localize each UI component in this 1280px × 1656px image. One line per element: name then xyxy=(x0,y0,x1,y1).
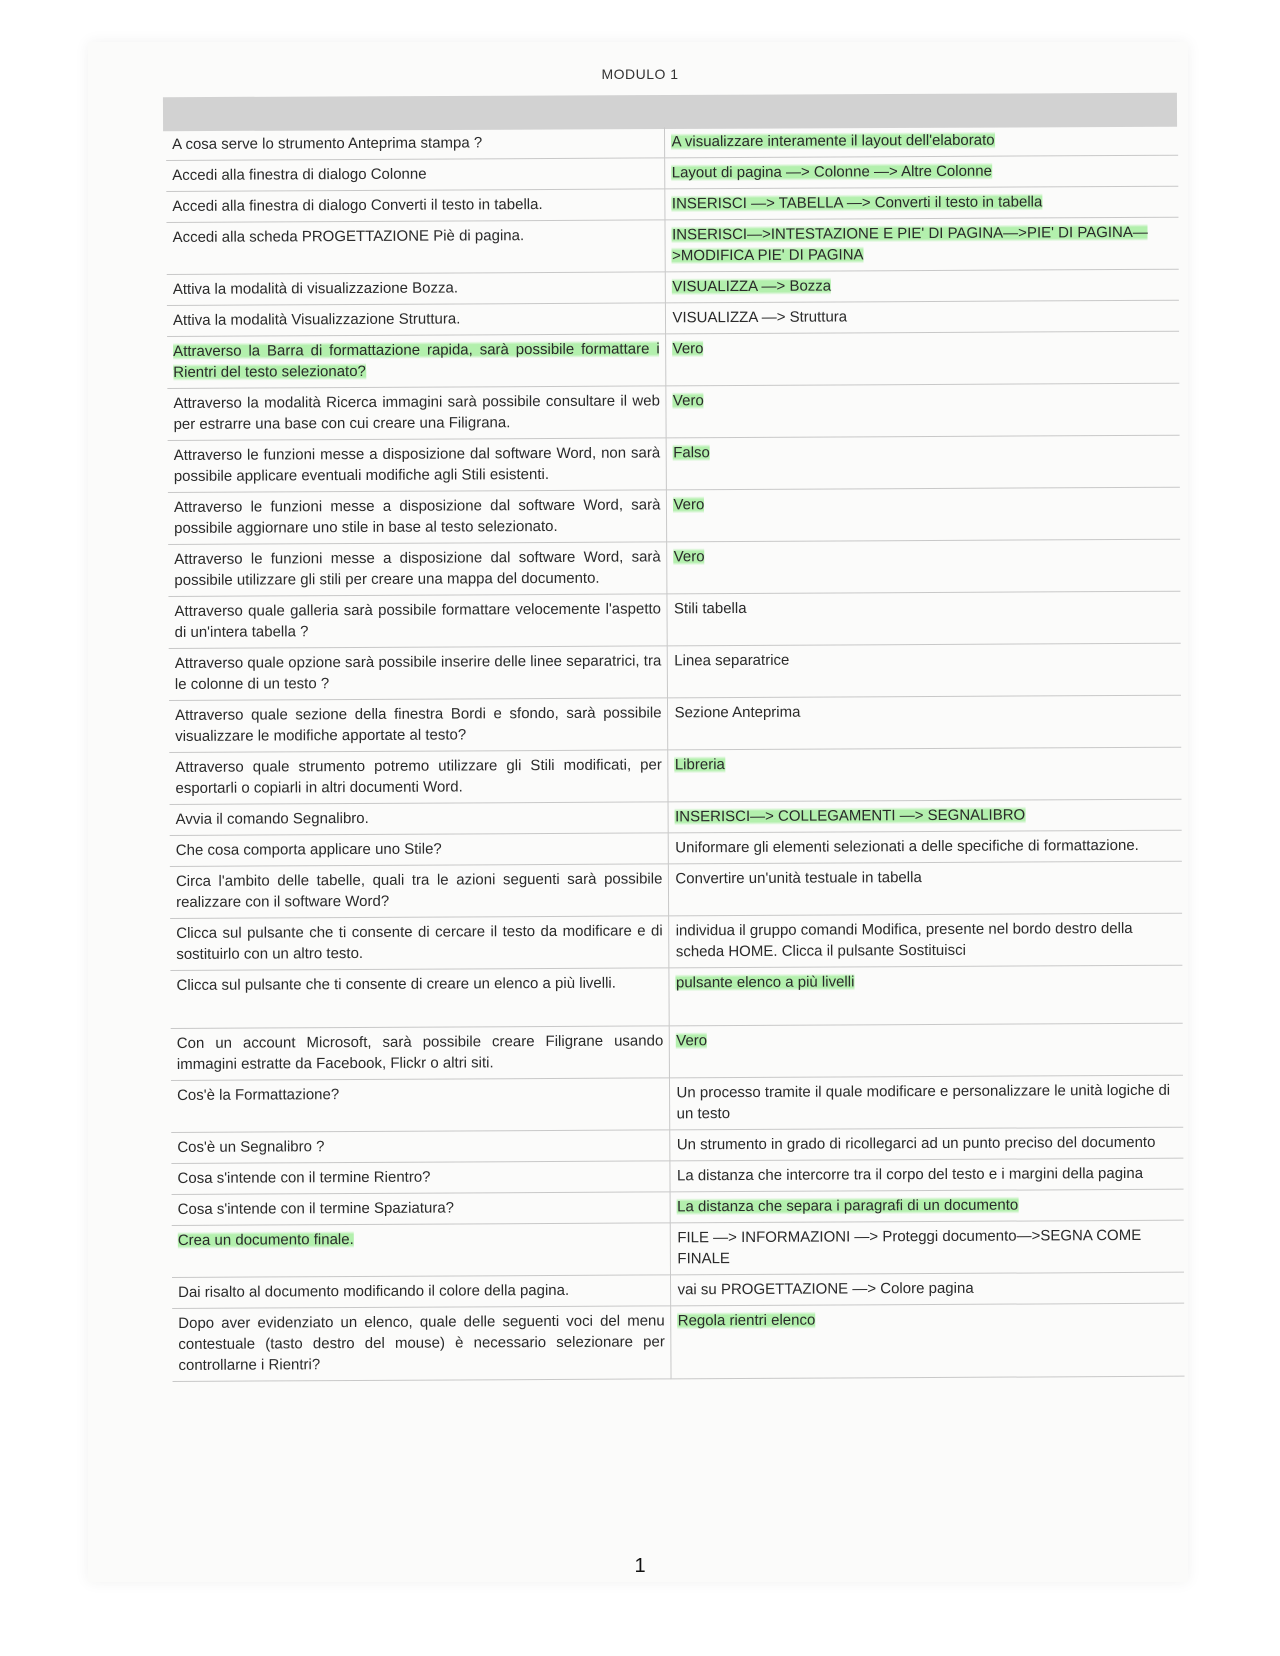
table-row xyxy=(170,913,1182,970)
table-row xyxy=(171,1075,1183,1132)
question-text: Attraverso quale strumento potremo utilizzare gli Stili modificati, per esportarli o copiarli in altri documenti Word. xyxy=(175,756,662,797)
question-text: Attraverso le funzioni messe a disposizione dal software Word, sarà possibile utilizzare gli stili per creare una mappa del documento. xyxy=(174,548,661,589)
answer-text: A visualizzare interamente il layout dell'elaborato xyxy=(671,131,995,151)
table-row xyxy=(167,383,1179,440)
qa-table xyxy=(166,125,1185,1382)
question-text: Cos'è un Segnalibro ? xyxy=(177,1138,325,1156)
table-row xyxy=(172,1220,1184,1277)
question-cell xyxy=(166,189,665,223)
answer-cell xyxy=(666,331,1179,386)
answer-cell xyxy=(668,643,1181,698)
answer-text: Un strumento in grado di ricollegarci ad un punto preciso del documento xyxy=(676,1133,1156,1154)
answer-cell xyxy=(666,300,1179,334)
answer-cell xyxy=(667,487,1180,542)
answer-cell xyxy=(669,799,1182,833)
question-text: Accedi alla finestra di dialogo Converti il testo in tabella. xyxy=(172,196,543,215)
question-cell xyxy=(169,698,668,753)
question-cell xyxy=(166,220,665,275)
question-text: Dai risalto al documento modificando il colore della pagina. xyxy=(178,1281,570,1301)
question-cell xyxy=(167,386,666,441)
answer-cell xyxy=(669,913,1182,968)
question-text: Accedi alla scheda PROGETTAZIONE Piè di pagina. xyxy=(172,227,525,246)
table-row xyxy=(171,1023,1183,1080)
question-cell xyxy=(167,334,666,389)
question-text: Cosa s'intende con il termine Spaziatura? xyxy=(177,1199,455,1218)
question-cell xyxy=(168,542,667,597)
question-cell xyxy=(172,1275,671,1309)
question-cell xyxy=(167,272,666,306)
page-number: 1 xyxy=(634,1555,646,1577)
answer-text: vai su PROGETTAZIONE —> Colore pagina xyxy=(677,1279,974,1299)
answer-cell xyxy=(665,155,1178,189)
answer-text: Un processo tramite il quale modificare e personalizzare le unità logiche di un testo xyxy=(676,1081,1171,1123)
question-text: Attraverso le funzioni messe a disposizione dal software Word, sarà possibile aggiornare uno stile in base al testo selezionato. xyxy=(173,496,661,537)
answer-text: Falso xyxy=(673,444,710,462)
answer-text: La distanza che separa i paragrafi di un documento xyxy=(677,1196,1019,1216)
answer-text: Vero xyxy=(673,496,705,514)
question-text: Attraverso le funzioni messe a disposizione dal software Word, non sarà possibile applicare eventuali modifiche agli Stili esistenti. xyxy=(173,444,661,485)
question-text: Cos'è la Formattazione? xyxy=(177,1086,340,1104)
answer-text: Vero xyxy=(676,1032,708,1050)
page-header: MODULO 1 xyxy=(601,66,679,82)
question-text: Attraverso quale opzione sarà possibile inserire delle linee separatrici, tra le colonne di un testo ? xyxy=(174,652,662,693)
answer-text: Libreria xyxy=(674,756,725,774)
answer-text: Sezione Anteprima xyxy=(674,703,801,722)
answer-text: VISUALIZZA —> Bozza xyxy=(672,277,832,296)
answer-text: Stili tabella xyxy=(673,599,747,618)
question-text: Avvia il comando Segnalibro. xyxy=(175,809,369,828)
question-cell xyxy=(166,127,665,160)
answer-cell xyxy=(666,383,1179,438)
answer-text: Convertire un'unità testuale in tabella xyxy=(675,869,922,888)
question-cell xyxy=(170,833,669,867)
answer-cell xyxy=(665,186,1178,220)
question-text: Dopo aver evidenziato un elenco, quale delle seguenti voci del menu contestuale (tasto destro del mouse) è necessario selezionare per controllarne i Rientri? xyxy=(178,1312,665,1374)
answer-cell xyxy=(668,747,1181,802)
question-cell xyxy=(169,750,668,805)
table-row xyxy=(167,331,1179,388)
question-text: Attiva la modalità di visualizzazione Bozza. xyxy=(172,279,459,298)
answer-cell xyxy=(668,695,1181,750)
question-cell xyxy=(172,1223,671,1278)
answer-cell xyxy=(670,1158,1183,1192)
answer-text: VISUALIZZA —> Struttura xyxy=(672,308,848,327)
answer-cell xyxy=(665,217,1178,272)
answer-cell xyxy=(669,830,1182,864)
question-text: Circa l'ambito delle tabelle, quali tra le azioni seguenti sarà possibile realizzare con il software Word? xyxy=(175,870,663,911)
answer-cell xyxy=(669,965,1182,1026)
table-row xyxy=(172,1303,1184,1381)
question-cell xyxy=(170,864,669,919)
question-text: Attraverso la modalità Ricerca immagini sarà possibile consultare il web per estrarre una base con cui creare una Filigrana. xyxy=(173,392,660,433)
answer-text: Uniformare gli elementi selezionati a delle specifiche di formattazione. xyxy=(675,836,1139,857)
question-cell xyxy=(168,438,667,493)
answer-cell xyxy=(670,1023,1183,1078)
table-row xyxy=(169,747,1181,804)
question-cell xyxy=(167,303,666,337)
answer-text: Layout di pagina —> Colonne —> Altre Colonne xyxy=(671,162,992,182)
question-text: Accedi alla finestra di dialogo Colonne xyxy=(172,165,427,184)
answer-text: FILE —> INFORMAZIONI —> Proteggi documento—>SEGNA COME FINALE xyxy=(677,1226,1142,1268)
answer-cell xyxy=(670,1075,1183,1130)
question-text: Attraverso quale galleria sarà possibile formattare velocemente l'aspetto di un'intera tabella ? xyxy=(174,600,662,641)
answer-cell xyxy=(667,539,1180,594)
table-row xyxy=(170,965,1182,1028)
question-cell xyxy=(171,1130,670,1164)
answer-text: INSERISCI—> COLLEGAMENTI —> SEGNALIBRO xyxy=(675,806,1026,826)
table-row xyxy=(168,539,1180,596)
answer-cell xyxy=(670,1127,1183,1161)
question-text: Crea un documento finale. xyxy=(177,1231,354,1249)
question-cell xyxy=(171,1161,670,1195)
question-cell xyxy=(170,916,669,971)
answer-cell xyxy=(671,1189,1184,1223)
answer-text: individua il gruppo comandi Modifica, presente nel bordo destro della scheda HOME. Clicca il pulsante Sostituisci xyxy=(675,919,1133,961)
question-text: Che cosa comporta applicare uno Stile? xyxy=(175,840,442,859)
question-cell xyxy=(170,968,669,1029)
question-cell xyxy=(171,1026,670,1081)
question-text: Con un account Microsoft, sarà possibile creare Filigrane usando immagini estratte da Facebook, Flickr o altri siti. xyxy=(176,1032,664,1073)
answer-cell xyxy=(669,861,1182,916)
question-cell xyxy=(170,802,669,836)
answer-cell xyxy=(667,591,1180,646)
answer-text: La distanza che intercorre tra il corpo del testo e i margini della pagina xyxy=(676,1164,1144,1185)
answer-text: Vero xyxy=(672,392,704,410)
question-cell xyxy=(171,1078,670,1133)
question-cell xyxy=(172,1306,671,1382)
question-text: Clicca sul pulsante che ti consente di creare un elenco a più livelli. xyxy=(176,974,616,994)
table-row xyxy=(168,487,1180,544)
answer-text: INSERISCI—>INTESTAZIONE E PIE' DI PAGINA—>PIE' DI PAGINA—>MODIFICA PIE' DI PAGINA xyxy=(671,223,1148,265)
answer-text: Vero xyxy=(673,548,705,566)
answer-text: Regola rientri elenco xyxy=(677,1311,816,1330)
answer-cell xyxy=(671,1220,1184,1275)
answer-text: Linea separatrice xyxy=(674,651,790,670)
question-cell xyxy=(168,490,667,545)
table-row xyxy=(168,435,1180,492)
answer-cell xyxy=(671,1303,1184,1379)
answer-cell xyxy=(667,435,1180,490)
answer-cell xyxy=(671,1272,1184,1306)
question-cell xyxy=(168,594,667,649)
question-text: Attiva la modalità Visualizzazione Struttura. xyxy=(172,310,461,329)
question-text: Clicca sul pulsante che ti consente di cercare il testo da modificare e di sostituirlo con un altro testo. xyxy=(176,922,663,963)
question-cell xyxy=(169,646,668,701)
table-row xyxy=(168,591,1180,648)
question-text: Attraverso quale sezione della finestra Bordi e sfondo, sarà possibile visualizzare le modifiche apportate al testo? xyxy=(175,704,662,745)
table-row xyxy=(169,643,1181,700)
answer-cell xyxy=(666,269,1179,303)
question-cell xyxy=(172,1192,671,1226)
answer-cell xyxy=(665,125,1178,158)
answer-text: Vero xyxy=(672,340,704,358)
table-row xyxy=(166,217,1178,274)
question-text: Attraverso la Barra di formattazione rapida, sarà possibile formattare i Rientri del testo selezionato? xyxy=(173,340,660,381)
answer-text: pulsante elenco a più livelli xyxy=(675,973,855,992)
table-row xyxy=(170,861,1182,918)
table-row xyxy=(169,695,1181,752)
question-text: Cosa s'intende con il termine Rientro? xyxy=(177,1168,431,1187)
question-text: A cosa serve lo strumento Anteprima stampa ? xyxy=(172,134,483,153)
answer-text: INSERISCI —> TABELLA —> Converti il testo in tabella xyxy=(671,193,1043,213)
question-cell xyxy=(166,158,665,192)
